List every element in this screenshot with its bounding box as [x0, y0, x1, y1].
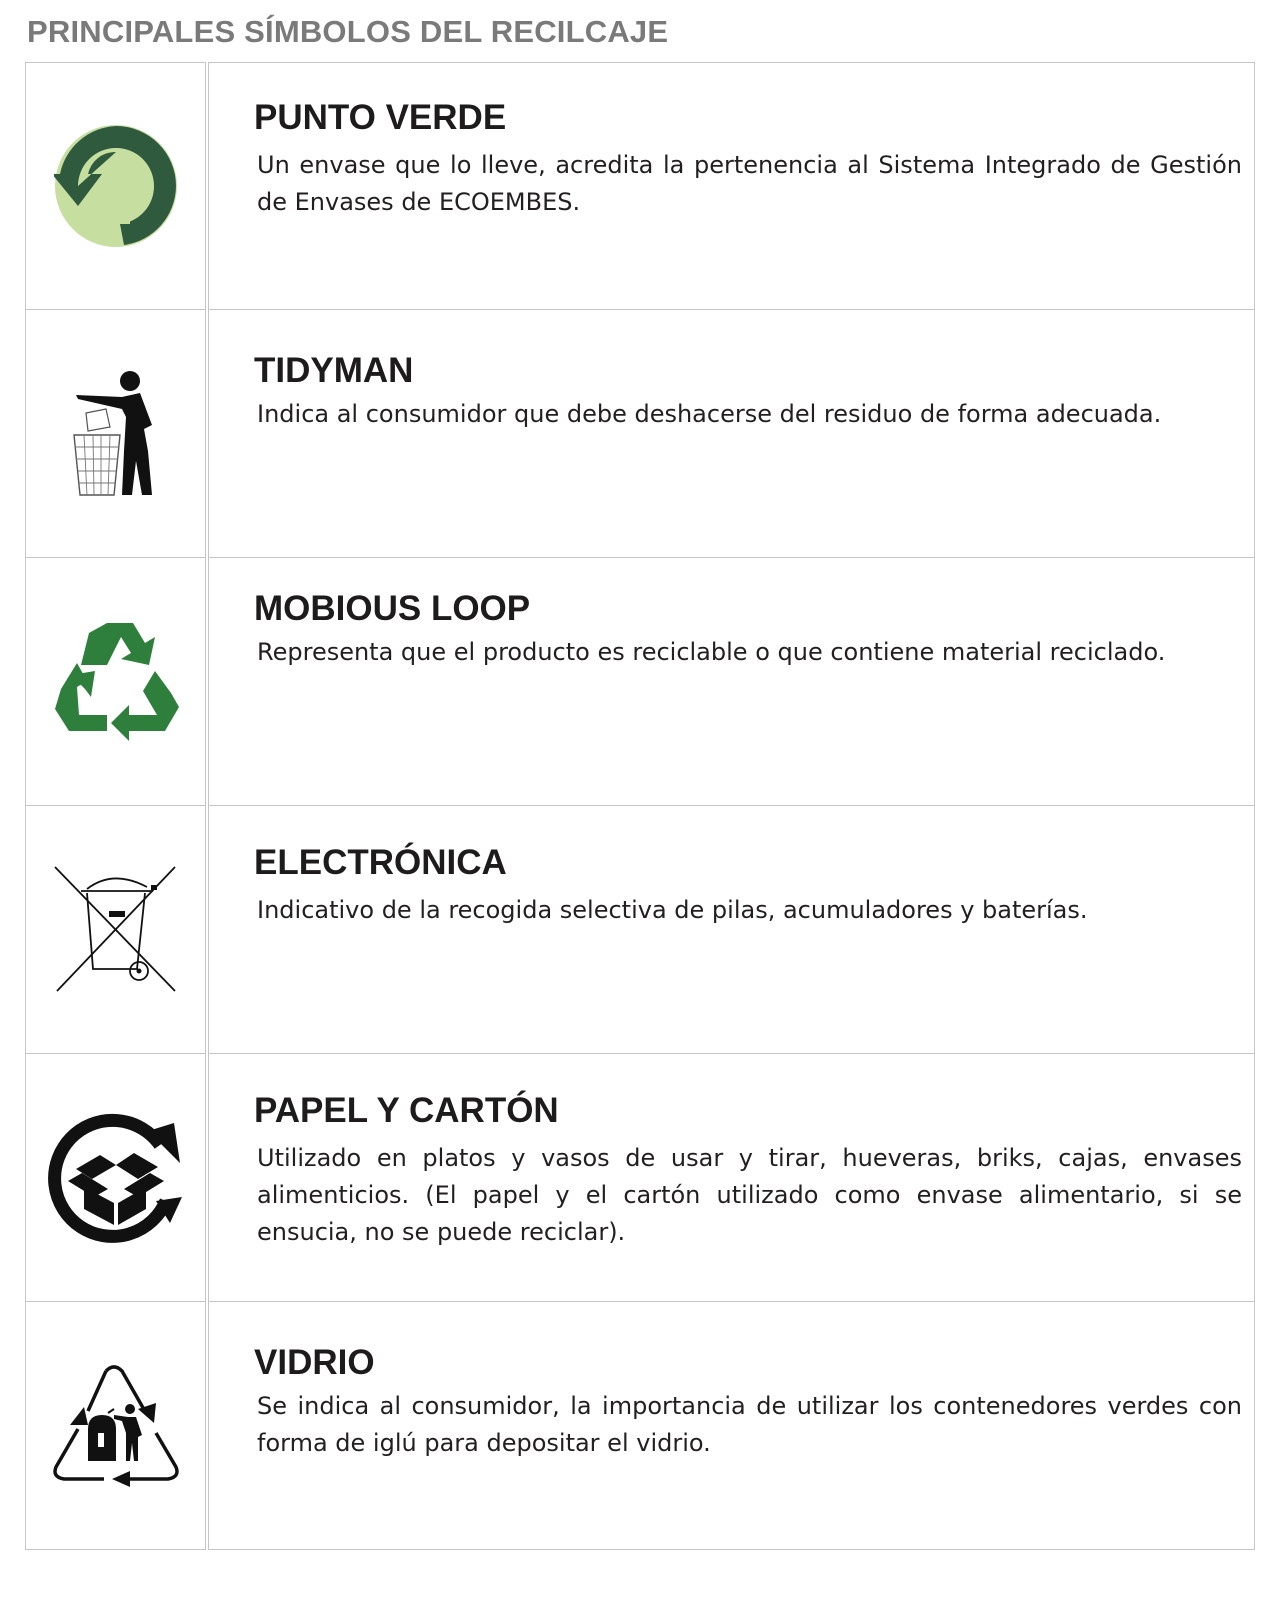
symbol-row-papel-carton: [25, 1054, 1255, 1302]
symbol-description: Indica al consumidor que debe deshacerse del residuo de forma adecuada.: [257, 400, 1162, 428]
text-cell: [208, 558, 1255, 806]
symbol-title: TIDYMAN: [254, 351, 414, 390]
text-cell: [208, 62, 1255, 310]
icon-cell: [25, 1054, 205, 1302]
symbol-row-electronica: [25, 806, 1255, 1054]
icon-cell: [25, 62, 205, 310]
symbol-description: Se indica al consumidor, la importancia de utilizar los contenedores verdes con forma de iglú para depositar el vidrio.: [257, 1392, 1242, 1457]
tidyman-icon: [66, 369, 166, 499]
icon-cell: [25, 806, 205, 1054]
symbol-title: PUNTO VERDE: [254, 98, 507, 137]
symbol-row-mobious-loop: [25, 558, 1255, 806]
text-cell: [208, 806, 1255, 1054]
symbol-title: ELECTRÓNICA: [254, 843, 507, 882]
symbol-row-tidyman: [25, 310, 1255, 558]
symbol-description: Representa que el producto es reciclable o que contiene material reciclado.: [257, 638, 1166, 666]
page-title: PRINCIPALES SÍMBOLOS DEL RECILCAJE: [27, 14, 669, 49]
glass-recycle-icon: [48, 1363, 184, 1489]
icon-cell: [25, 310, 205, 558]
symbol-title: PAPEL Y CARTÓN: [254, 1091, 559, 1130]
text-cell: [208, 1302, 1255, 1550]
icon-cell: [25, 1302, 205, 1550]
punto-verde-icon: [54, 124, 178, 248]
mobius-loop-icon: [51, 619, 181, 745]
crossed-bin-icon: [51, 865, 181, 995]
symbol-description: Indicativo de la recogida selectiva de pilas, acumuladores y baterías.: [257, 896, 1088, 924]
symbol-row-vidrio: [25, 1302, 1255, 1550]
paper-recycle-icon: [48, 1111, 184, 1245]
symbol-title: MOBIOUS LOOP: [254, 589, 531, 628]
symbol-description: Un envase que lo lleve, acredita la pertenencia al Sistema Integrado de Gestión de Envases de ECOEMBES.: [257, 151, 1242, 216]
symbol-title: VIDRIO: [254, 1343, 375, 1382]
text-cell: [208, 310, 1255, 558]
symbol-description: Utilizado en platos y vasos de usar y tirar, hueveras, briks, cajas, envases alimenticios. (El papel y el cartón utilizado como envase alimentario, si se ensucia, no se puede reciclar).: [257, 1144, 1242, 1246]
icon-cell: [25, 558, 205, 806]
text-cell: [208, 1054, 1255, 1302]
symbol-row-punto-verde: [25, 62, 1255, 310]
symbols-table: [25, 62, 1255, 1550]
